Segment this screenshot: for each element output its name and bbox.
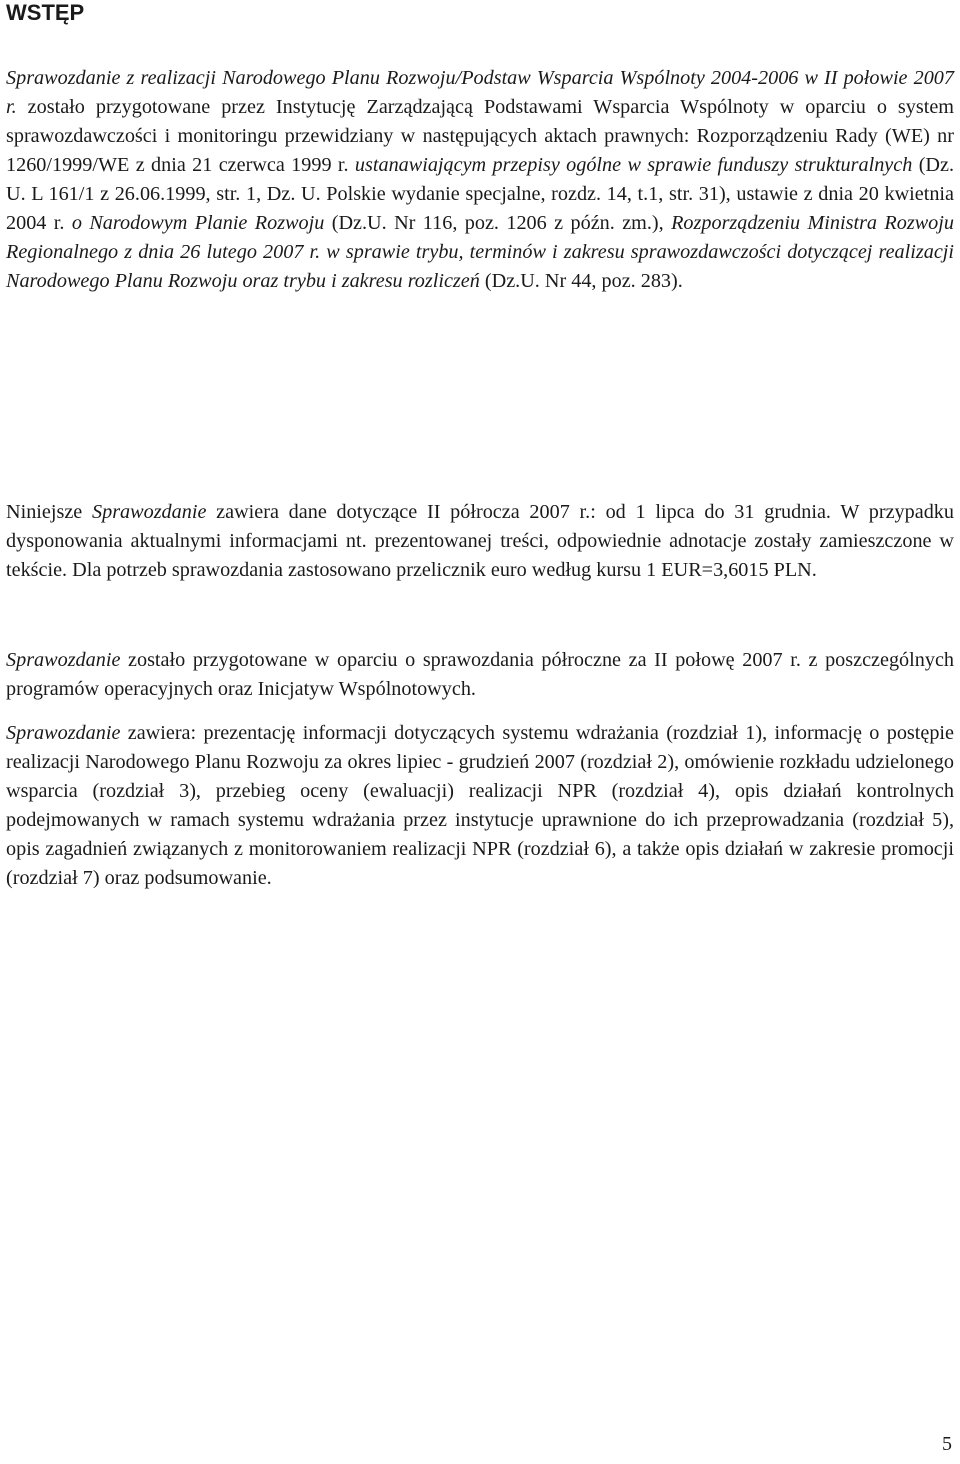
ministerial-regulation-italic: Rozporządzeniu Ministra Rozwoju Regionalnego z dnia 26 lutego 2007 r. w sprawie trybu, terminów i zakresu sprawozdawczości dotyczącej realizacji Narodowego Planu Rozwoju oraz trybu i zakresu rozliczeń	[6, 212, 954, 292]
act-title-italic: o Narodowym Planie Rozwoju	[71, 212, 325, 234]
report-title-italic: Sprawozdanie z realizacji Narodowego Planu Rozwoju/Podstaw Wsparcia Wspólnoty 2004-2006 w II połowie 2007 r.	[6, 67, 954, 118]
paragraph-text: (Dz.U. Nr 116, poz. 1206 z późn. zm.),	[324, 212, 672, 234]
paragraph-text: (Dz. U. L 161/1 z 26.06.1999, str. 1, Dz. U. Polskie wydanie specjalne, rozdz. 14, t.1, str. 31), ustawie z dnia 20 kwietnia 2004 r.	[6, 154, 954, 234]
report-word-italic: Sprawozdanie	[6, 649, 121, 671]
page-number: 5	[942, 1433, 952, 1455]
paragraph-sources	[6, 646, 954, 704]
paragraph-legal-basis	[6, 64, 954, 296]
section-heading: WSTĘP	[6, 0, 85, 25]
paragraph-contents	[6, 719, 954, 893]
paragraph-text: zostało przygotowane przez Instytucję Zarządzającą Podstawami Wsparcia Wspólnoty w oparciu o system sprawozdawczości i monitoringu przewidziany w następujących aktach prawnych: Rozporządzeniu Rady (WE) nr 1260/1999/WE z dnia 21 czerwca 1999 r.	[6, 96, 954, 176]
paragraph-text: Niniejsze	[6, 501, 92, 523]
paragraph-text: zawiera: prezentację informacji dotyczących systemu wdrażania (rozdział 1), informację o postępie realizacji Narodowego Planu Rozwoju za okres lipiec - grudzień 2007 (rozdział 2), omówienie rozkładu udzielonego wsparcia (rozdział 3), przebieg oceny (ewaluacji) realizacji NPR (rozdział 4), opis działań kontrolnych podejmowanych w ramach systemu wdrażania przez instytucje uprawnione do ich przeprowadzania (rozdział 5), opis zagadnień związanych z monitorowaniem realizacji NPR (rozdział 6), a także opis działań w zakresie promocji (rozdział 7) oraz podsumowanie.	[6, 722, 954, 889]
report-word-italic: Sprawozdanie	[6, 722, 121, 744]
paragraph-text: zawiera dane dotyczące II półrocza 2007 r.: od 1 lipca do 31 grudnia. W przypadku dysponowania aktualnymi informacjami nt. prezentowanej treści, odpowiednie adnotacje zostały zamieszczone w tekście. Dla potrzeb sprawozdania zastosowano przelicznik euro według kursu 1 EUR=3,6015 PLN.	[6, 501, 954, 581]
regulation-title-italic: ustanawiającym przepisy ogólne w sprawie funduszy strukturalnych	[354, 154, 913, 176]
paragraph-text: zostało przygotowane w oparciu o sprawozdania półroczne za II połowę 2007 r. z poszczególnych programów operacyjnych oraz Inicjatyw Wspólnotowych.	[6, 649, 954, 700]
paragraph-scope	[6, 498, 954, 585]
paragraph-text: (Dz.U. Nr 44, poz. 283).	[479, 270, 683, 292]
report-word-italic: Sprawozdanie	[92, 501, 207, 523]
